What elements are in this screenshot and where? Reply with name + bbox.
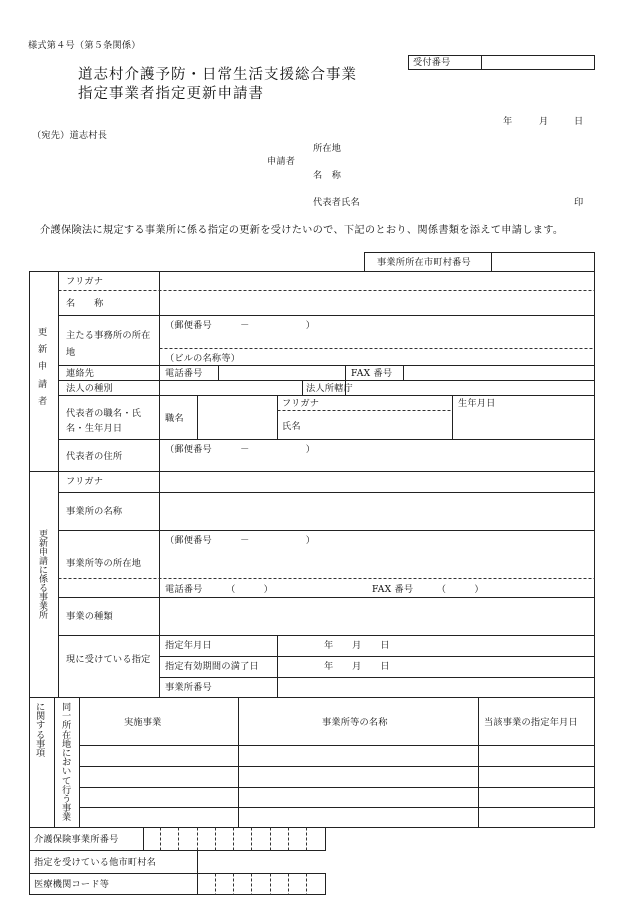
job-title-label: 職名 xyxy=(165,413,184,424)
insurance-office-number-field[interactable] xyxy=(145,829,324,849)
current-designation-label: 現に受けている指定 xyxy=(66,654,151,665)
office-fax-label: FAX 番号 （ ） xyxy=(372,584,484,595)
birth-date-label: 生年月日 xyxy=(458,398,496,409)
notice-text: 介護保険法に規定する事業所に係る指定の更新を受けたいので、下記のとおり、関係書類を添えて申請します。 xyxy=(40,225,564,236)
main-office-postal-label: （郵便番号 － ） xyxy=(165,320,316,331)
applicant-name-field[interactable] xyxy=(161,292,591,314)
medical-institution-code-label: 医療機関コード等 xyxy=(34,879,110,890)
insurance-office-number-label: 介護保険事業所番号 xyxy=(34,834,119,845)
business-type-field[interactable] xyxy=(161,599,591,634)
applicant-address-label: 所在地 xyxy=(313,143,342,154)
rep-furigana-label: フリガナ xyxy=(282,398,320,409)
office-section-label: 更 新 申 請 に 係 る 事 業 所 xyxy=(39,530,49,621)
concurrent-row-2[interactable] xyxy=(81,768,237,786)
expiry-date-value: 年 月 日 xyxy=(324,661,390,672)
seal-mark: 印 xyxy=(574,197,584,208)
representative-name-label: 代表者氏名 xyxy=(313,197,360,208)
rep-name-field[interactable] xyxy=(305,412,451,438)
fax-label: FAX 番号 xyxy=(351,368,393,379)
rep-address-field[interactable] xyxy=(161,456,591,470)
supervising-authority-field[interactable] xyxy=(347,381,592,395)
office-address-label: 事業所等の所在地 xyxy=(66,558,142,569)
column-header-office-name: 事業所等の名称 xyxy=(322,717,388,728)
office-municipality-number-label: 事業所所在市町村番号 xyxy=(377,257,471,268)
business-type-label: 事業の種類 xyxy=(66,611,113,622)
fax-field[interactable] xyxy=(405,366,592,380)
main-office-address-label: 主たる事務所の所在地 xyxy=(66,330,151,358)
main-office-address-field[interactable] xyxy=(161,330,591,347)
other-municipality-label: 指定を受けている他市町村名 xyxy=(34,857,157,868)
job-title-field[interactable] xyxy=(199,397,276,438)
office-postal-label: （郵便番号 － ） xyxy=(165,535,316,546)
office-name-field[interactable] xyxy=(161,494,591,529)
office-address-field[interactable] xyxy=(161,548,591,577)
office-municipality-number-field[interactable] xyxy=(493,253,593,271)
addressee: （宛先）道志村長 xyxy=(32,130,108,141)
designation-date-label: 指定年月日 xyxy=(165,640,212,651)
page-title-line2: 指定事業者指定更新申請書 xyxy=(78,86,264,102)
applicant-furigana-field[interactable] xyxy=(161,273,591,289)
concurrent-section-label-1: に 関 す る 事 項 xyxy=(36,702,46,760)
representative-address-label: 代表者の住所 xyxy=(66,451,123,462)
applicant-name-label: 名 称 xyxy=(313,170,342,181)
office-furigana-field[interactable] xyxy=(161,473,591,491)
contact-label: 連絡先 xyxy=(66,368,95,379)
applicant-furigana-label: フリガナ xyxy=(66,276,104,287)
concurrent-row-3[interactable] xyxy=(81,789,237,806)
applicant-name-label: 名 称 xyxy=(66,298,104,309)
rep-name-label: 氏名 xyxy=(282,421,301,432)
concurrent-row-4[interactable] xyxy=(81,809,237,826)
expiry-date-label: 指定有効期間の満了日 xyxy=(165,661,259,672)
designation-date-value: 年 月 日 xyxy=(324,640,390,651)
phone-field[interactable] xyxy=(220,366,344,380)
rep-postal-label: （郵便番号 － ） xyxy=(165,444,316,455)
date-month-label: 月 xyxy=(539,116,549,127)
office-phone-label: 電話番号 （ ） xyxy=(165,584,274,595)
applicant-section-label: 更 新 申 請 者 xyxy=(38,327,48,407)
form-number: 様式第４号（第５条関係） xyxy=(28,40,141,51)
office-number-label: 事業所番号 xyxy=(165,682,212,693)
office-furigana-label: フリガナ xyxy=(66,476,104,487)
column-header-designation-date: 当該事業の指定年月日 xyxy=(484,717,578,728)
birth-date-field[interactable] xyxy=(454,411,592,438)
receipt-number-label: 受付番号 xyxy=(413,57,451,68)
supervising-authority-label: 法人所轄庁 xyxy=(306,383,353,394)
date-day-label: 日 xyxy=(574,116,584,127)
date-year-label: 年 xyxy=(503,116,513,127)
column-header-business: 実施事業 xyxy=(124,717,162,728)
phone-label: 電話番号 xyxy=(165,368,203,379)
office-number-field[interactable] xyxy=(279,679,591,696)
representative-title-label: 代表者の職名・氏名・生年月日 xyxy=(66,408,142,434)
corporation-type-label: 法人の種別 xyxy=(66,383,113,394)
office-name-label: 事業所の名称 xyxy=(66,506,123,517)
applicant-label: 申請者 xyxy=(267,156,296,167)
concurrent-section-label-2: 同 一 所 在 地 に お い て 行 う 事 業 xyxy=(62,702,72,824)
concurrent-row-1[interactable] xyxy=(81,747,237,765)
medical-institution-code-field[interactable] xyxy=(199,875,324,893)
corporation-type-field[interactable] xyxy=(161,381,301,395)
main-office-building-label: （ビルの名称等） xyxy=(165,353,241,364)
page-title-line1: 道志村介護予防・日常生活支援総合事業 xyxy=(78,67,357,83)
